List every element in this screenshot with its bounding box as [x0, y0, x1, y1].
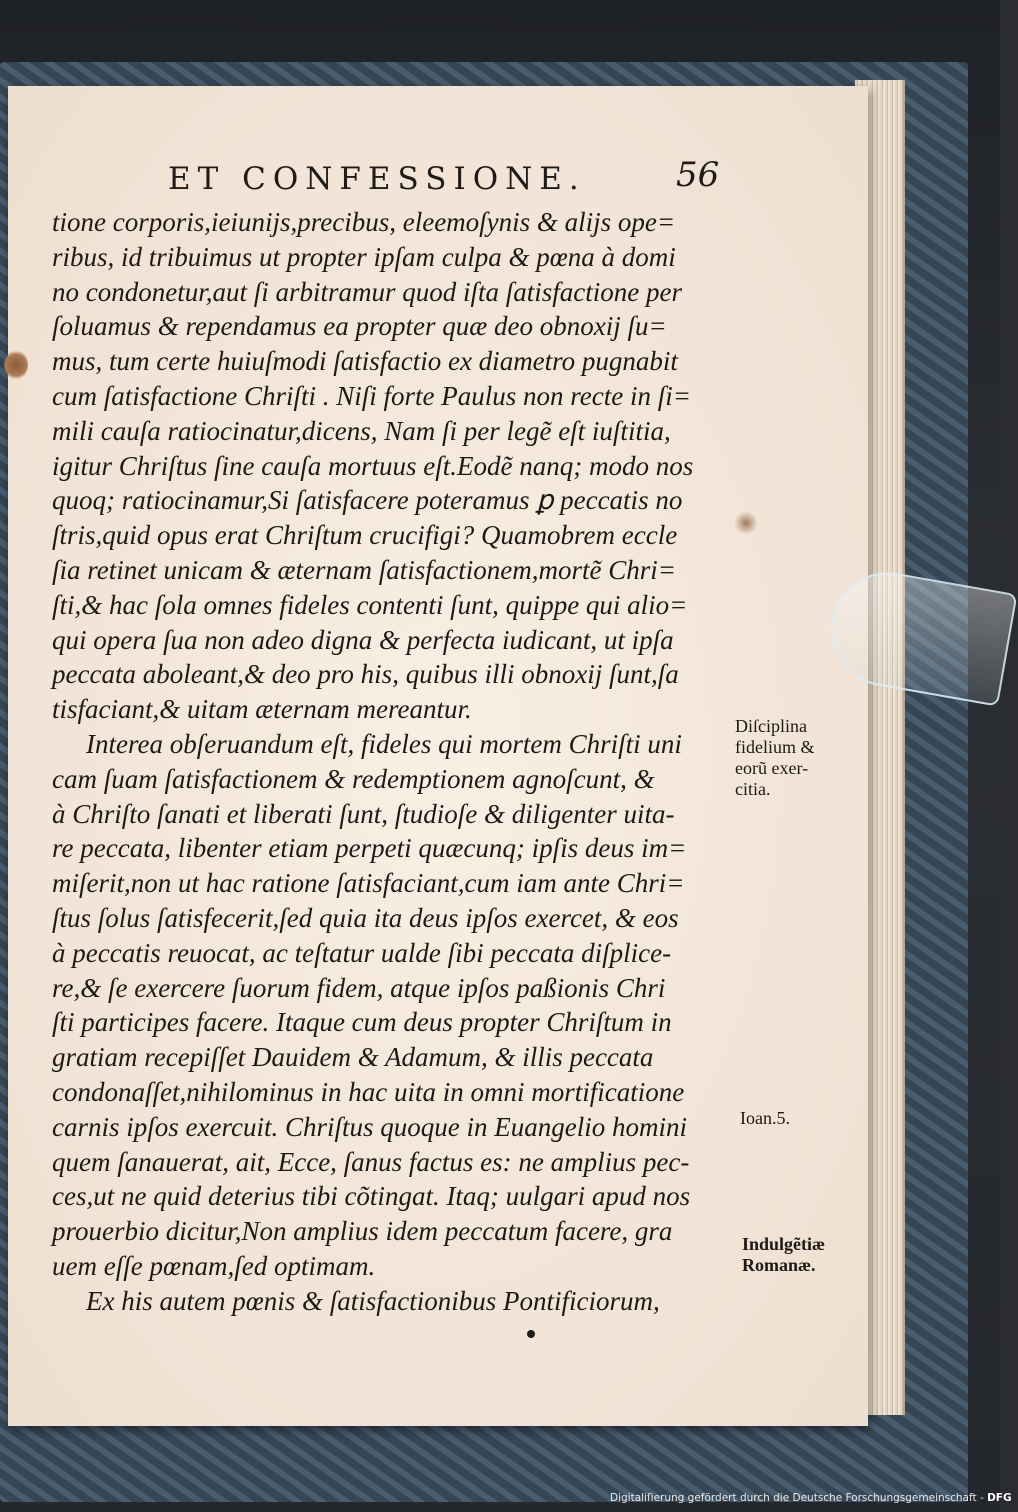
text-line: ſti,& hac ſola omnes fideles contenti ſunt, quippe qui alio= — [52, 589, 688, 620]
text-line: ſtris,quid opus erat Chriſtum crucifigi? Quamobrem eccle — [52, 520, 678, 551]
running-title: ET CONFESSIONE. — [168, 161, 586, 197]
text-line: ſoluamus & rependamus ea propter quæ deo obnoxij ſu= — [52, 311, 667, 342]
text-line: prouerbio dicitur,Non amplius idem peccatum facere, gra — [52, 1216, 673, 1247]
text-line: cam ſuam ſatisfactionem & redemptionem agnoſcunt, & — [52, 763, 655, 794]
text-line: re peccata, libenter etiam perpeti quæcunq; ipſis deus im= — [52, 833, 687, 864]
text-line: à peccatis reuocat, ac teſtatur ualde ſibi peccata diſplice- — [52, 937, 672, 968]
text-line: carnis ipſos exercuit. Chriſtus quoque in Euangelio homini — [52, 1111, 687, 1142]
margin-note-line: Diſciplina — [735, 716, 807, 736]
text-line: peccata aboleant,& deo pro his, quibus illi obnoxij ſunt,ſa — [52, 659, 679, 690]
text-line: Ex his autem pœnis & ſatisfactionibus Pontificiorum, — [86, 1285, 660, 1316]
text-line: igitur Chriſtus ſine cauſa mortuus eſt.Eodẽ nanq; modo nos — [52, 450, 694, 481]
digitization-credit — [610, 1492, 1012, 1504]
text-line: ſti participes facere. Itaque cum deus propter Chriſtum in — [52, 1007, 672, 1038]
signature-mark — [527, 1330, 535, 1338]
margin-note-indulgentiae — [742, 1234, 825, 1276]
text-line: ſtus ſolus ſatisfecerit,ſed quia ita deus ipſos exercet, & eos — [52, 902, 679, 933]
text-line: quem ſanauerat, ait, Ecce, ſanus factus es: ne amplius pec- — [52, 1146, 690, 1177]
credit-text: Digitaliſierung gefördert durch die Deutsche Forschungsgemeinschaft - — [610, 1492, 984, 1504]
text-line: condonaſſet,nihilominus in hac uita in omni mortificatione — [52, 1076, 685, 1107]
margin-note-line: eorũ exer- — [735, 758, 809, 778]
margin-note-line: Ioan.5. — [740, 1108, 790, 1128]
text-line: mili cauſa ratiocinatur,dicens, Nam ſi per legẽ eſt iuſtitia, — [52, 415, 671, 446]
margin-note-line: Indulgẽtiæ — [742, 1234, 826, 1254]
text-line: quoq; ratiocinamur,Si ſatisfacere poteramus ꝑ peccatis no — [52, 485, 683, 516]
text-line: no condonetur,aut ſi arbitramur quod iſta ſatisfactione per — [52, 276, 682, 307]
margin-note-line: fidelium & — [735, 737, 815, 757]
text-line: ribus, id tribuimus ut propter ipſam culpa & pœna à domi — [52, 241, 676, 272]
text-line: uem eſſe pœnam,ſed optimam. — [52, 1250, 376, 1281]
paper-smudge — [735, 510, 757, 536]
margin-note-line: citia. — [735, 779, 771, 799]
text-line: tione corporis,ieiunijs,precibus, eleemoſynis & alijs ope= — [52, 207, 676, 237]
margin-note-ioan — [740, 1108, 790, 1129]
text-line: miſerit,non ut hac ratione ſatisfaciant,cum iam ante Chri= — [52, 868, 685, 899]
text-line: mus, tum certe huiuſmodi ſatisfactio ex diametro pugnabit — [52, 346, 678, 377]
dfg-logo: DFG — [987, 1492, 1012, 1504]
text-line: Interea obſeruandum eſt, fideles qui mortem Chriſti uni — [86, 728, 682, 759]
text-line: cum ſatisfactione Chriſti . Niſi forte Paulus non recte in ſi= — [52, 380, 691, 411]
text-line: qui opera ſua non adeo digna & perfecta iudicant, ut ipſa — [52, 624, 674, 655]
text-line: tisfaciant,& uitam æternam mereantur. — [52, 694, 472, 725]
text-line: ſia retinet unicam & æternam ſatisfactionem,mortẽ Chri= — [52, 554, 676, 585]
text-line: gratiam recepiſſet Dauidem & Adamum, & illis peccata — [52, 1042, 654, 1073]
text-line: re,& ſe exercere ſuorum fidem, atque ipſos paßionis Chri — [52, 972, 666, 1003]
margin-note-disciplina — [735, 716, 815, 800]
margin-note-line: Romanæ. — [742, 1255, 816, 1275]
paper-stain — [4, 350, 28, 380]
text-line: ces,ut ne quid deterius tibi cõtingat. Itaq; uulgari apud nos — [52, 1181, 691, 1212]
page-number: 56 — [676, 155, 720, 195]
text-line: à Chriſto ſanati et liberati ſunt, ſtudioſe & diligenter uita- — [52, 798, 675, 829]
body-text — [52, 205, 732, 1319]
